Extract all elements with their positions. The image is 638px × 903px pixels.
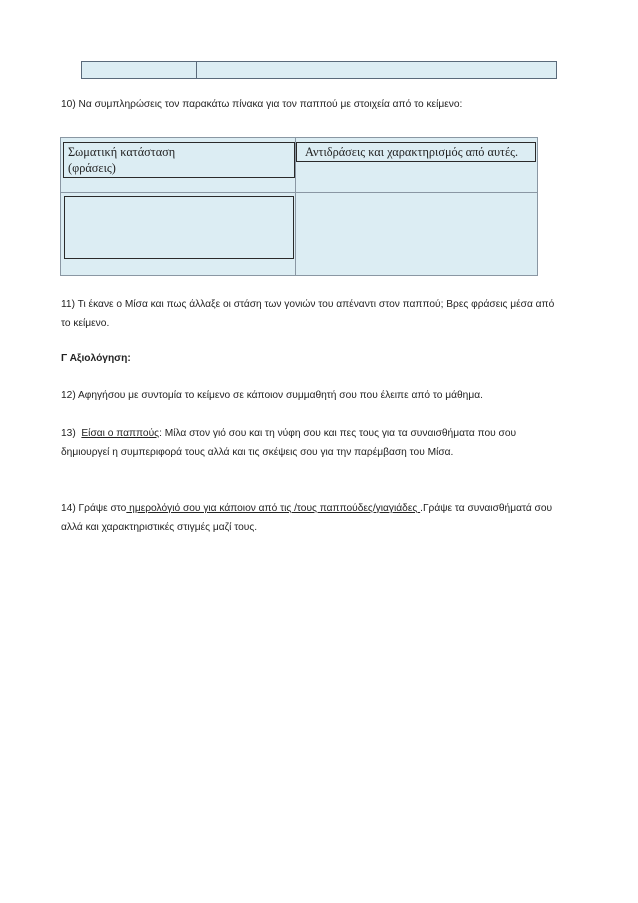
header-physical-condition xyxy=(63,142,295,178)
question-14-underlined: ημερολόγιό σου για κάποιον από τις /τους παππούδες/γιαγιάδες xyxy=(126,503,421,514)
question-10: 10) Να συμπληρώσεις τον παρακάτω πίνακα για τον παππού με στοιχεία από το κείμενο: xyxy=(61,99,463,110)
top-table-fragment xyxy=(81,61,557,79)
question-11-line1: 11) Τι έκανε ο Μίσα και πως άλλαξε οι στάση των γονιών του απέναντι στον παππού; Βρες φράσεις μέσα από xyxy=(61,299,555,310)
answer-reactions[interactable] xyxy=(297,194,537,274)
question-13-line1 xyxy=(61,424,581,443)
answer-physical-condition[interactable] xyxy=(64,196,294,259)
grandfather-table xyxy=(60,137,538,276)
question-13-rest: : Μίλα στον γιό σου και τη νύφη σου και πες τους για τα συναισθήματα που σου xyxy=(159,428,517,439)
question-13 xyxy=(61,424,581,462)
header-reactions: Αντιδράσεις και χαρακτηρισμός από αυτές. xyxy=(296,142,536,162)
question-14-line2: αλλά και χαρακτηριστικές στιγμές μαζί τους. xyxy=(61,522,258,533)
header-physical-condition-line1: Σωματική κατάσταση xyxy=(68,145,176,159)
question-13-line2: δημιουργεί η συμπεριφορά τους αλλά και τις σκέψεις σου για την παρέμβαση του Μίσα. xyxy=(61,447,454,458)
section-title: Γ Αξιολόγηση: xyxy=(61,353,131,364)
question-11 xyxy=(61,295,581,333)
top-table-cell-2[interactable] xyxy=(197,62,556,78)
question-14 xyxy=(61,499,581,537)
question-14-line1 xyxy=(61,499,581,518)
header-physical-condition-line2: (φράσεις) xyxy=(68,161,116,175)
question-13-underlined: Είσαι ο παππούς xyxy=(81,428,160,439)
question-13-prefix: 13) xyxy=(61,428,82,439)
question-14-prefix: 14) Γράψε στο xyxy=(61,503,127,514)
question-14-rest: .Γράψε τα συναισθήματά σου xyxy=(420,503,553,514)
table-divider-horizontal xyxy=(61,192,537,193)
question-12: 12) Αφηγήσου με συντομία το κείμενο σε κάποιον συμμαθητή σου που έλειπε από το μάθημα. xyxy=(61,390,483,401)
top-table-cell-1[interactable] xyxy=(82,62,197,78)
question-11-line2: το κείμενο. xyxy=(61,318,110,329)
